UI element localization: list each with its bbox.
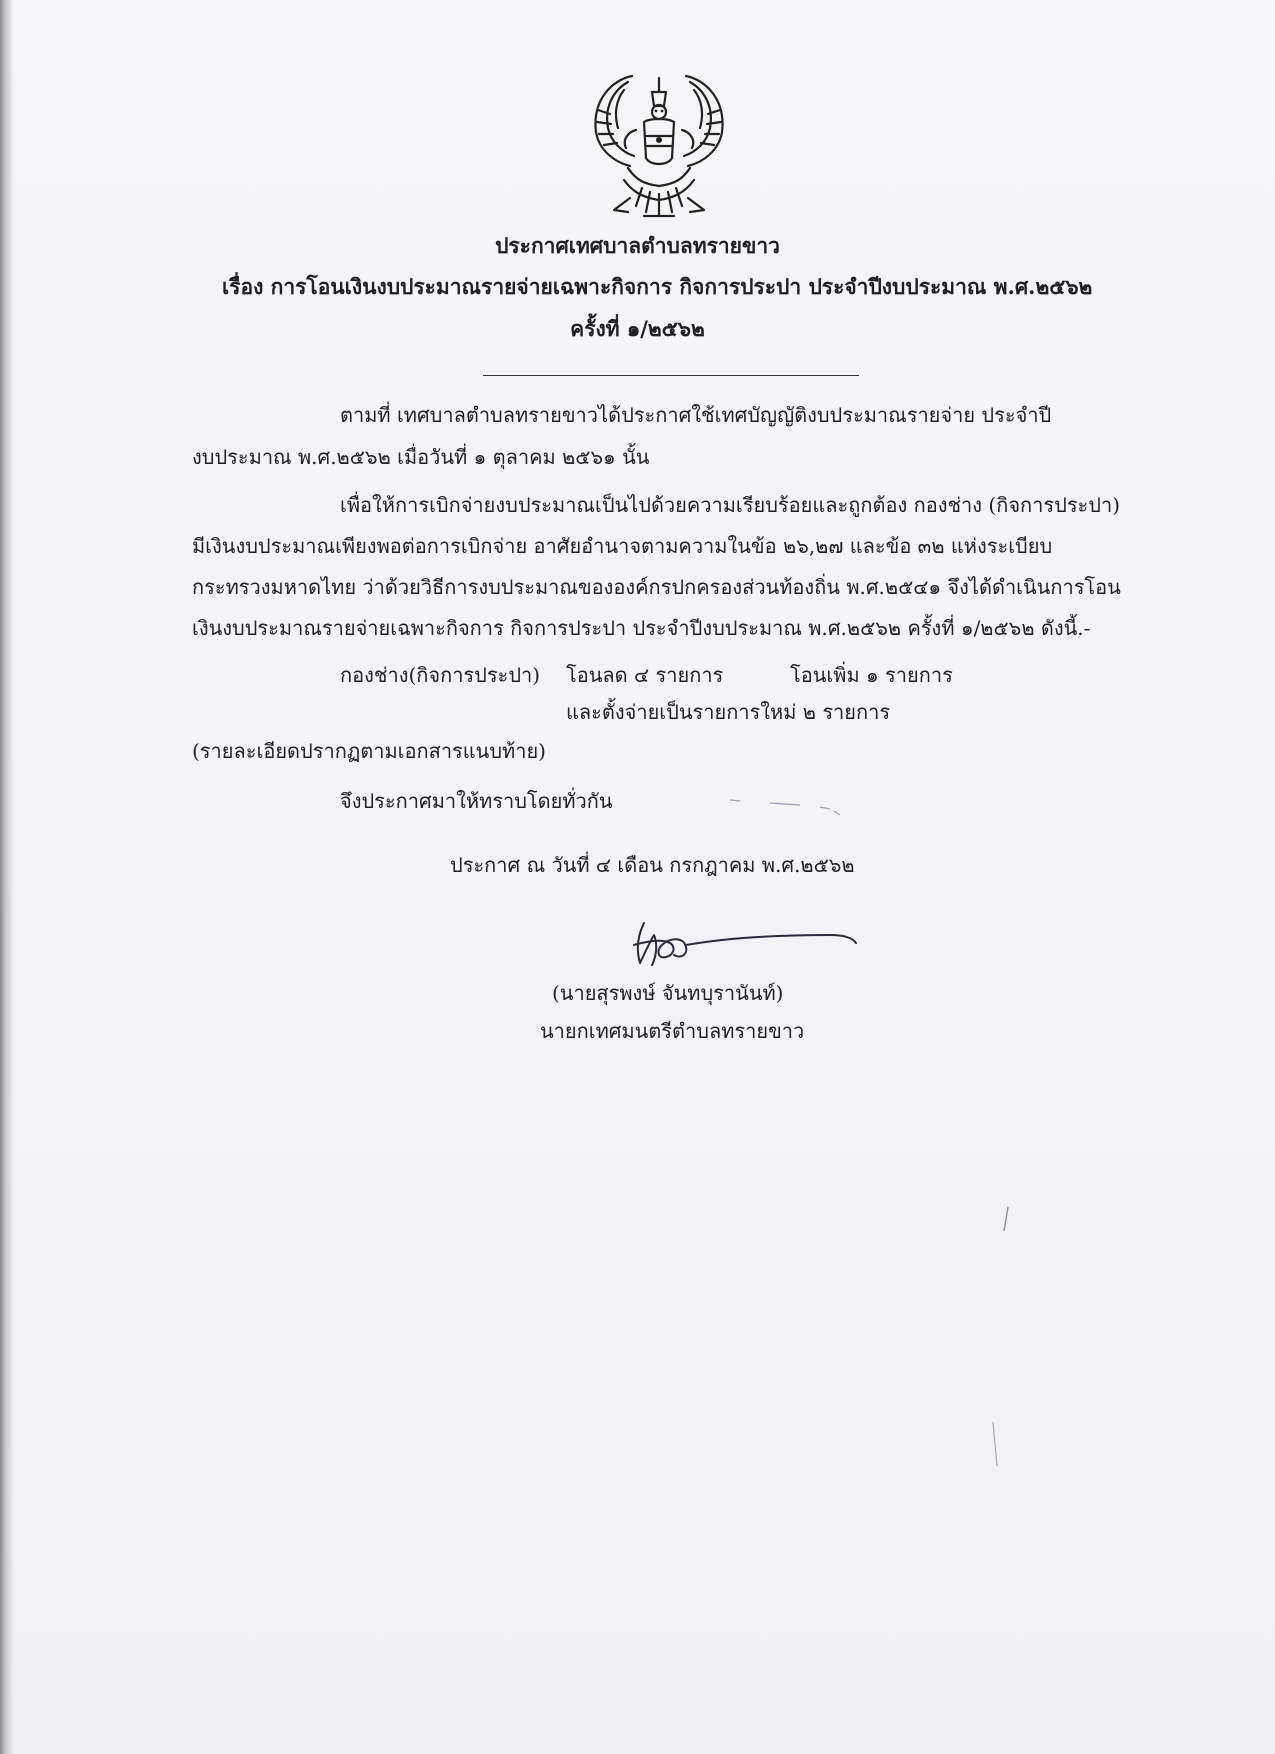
round-number: ครั้งที่ ๑/๒๕๖๒ [570, 316, 705, 341]
handwritten-signature-icon [630, 915, 860, 975]
para2-line3: กระทรวงมหาดไทย ว่าด้วยวิธีการงบประมาณขององค์กรปกครองส่วนท้องถิ่น พ.ศ.๒๕๔๑ จึงได้ดำเนินการโอน [192, 575, 1121, 599]
para1-line1: ตามที่ เทศบาลตำบลทรายขาวได้ประกาศใช้เทศบัญญัติงบประมาณรายจ่าย ประจำปี [340, 403, 1052, 427]
scan-edge-shadow [0, 0, 14, 1754]
transfer-in-count: โอนเพิ่ม ๑ รายการ [790, 663, 953, 687]
division-name: กองช่าง(กิจการประปา) [340, 663, 541, 687]
scan-speck [990, 1420, 1002, 1470]
subject-line: เรื่อง การโอนเงินงบประมาณรายจ่ายเฉพาะกิจการ กิจการประปา ประจำปีงบประมาณ พ.ศ.๒๕๖๒ [222, 274, 1093, 299]
para2-line1: เพื่อให้การเบิกจ่ายงบประมาณเป็นไปด้วยความเรียบร้อยและถูกต้อง กองช่าง (กิจการประปา) [340, 493, 1121, 517]
scan-speck [1000, 1205, 1012, 1235]
new-items-count: และตั้งจ่ายเป็นรายการใหม่ ๒ รายการ [566, 700, 891, 724]
issuer-title: ประกาศเทศบาลตำบลทรายขาว [495, 233, 780, 258]
transfer-out-count: โอนลด ๔ รายการ [566, 663, 724, 687]
title-divider [483, 375, 859, 376]
details-note: (รายละเอียดปรากฏตามเอกสารแนบท้าย) [192, 739, 546, 763]
para2-line2: มีเงินงบประมาณเพียงพอต่อการเบิกจ่าย อาศัยอำนาจตามความในข้อ ๒๖,๒๗ และข้อ ๓๒ แห่งระเบียบ [192, 534, 1053, 558]
garuda-emblem-icon [584, 70, 734, 230]
scan-speck [730, 795, 860, 825]
para1-line2: งบประมาณ พ.ศ.๒๕๖๒ เมื่อวันที่ ๑ ตุลาคม ๒๕๖๑ นั้น [192, 445, 650, 469]
para2-line4: เงินงบประมาณรายจ่ายเฉพาะกิจการ กิจการประปา ประจำปีงบประมาณ พ.ศ.๒๕๖๒ ครั้งที่ ๑/๒๕๖๒ ดังนี้.- [192, 616, 1091, 640]
announcement-date: ประกาศ ณ วันที่ ๔ เดือน กรกฎาคม พ.ศ.๒๕๖๒ [450, 853, 855, 877]
closing-statement: จึงประกาศมาให้ทราบโดยทั่วกัน [340, 789, 613, 813]
signer-title: นายกเทศมนตรีตำบลทรายขาว [540, 1019, 805, 1043]
signer-name: (นายสุรพงษ์ จันทบุรานันท์) [552, 981, 784, 1005]
